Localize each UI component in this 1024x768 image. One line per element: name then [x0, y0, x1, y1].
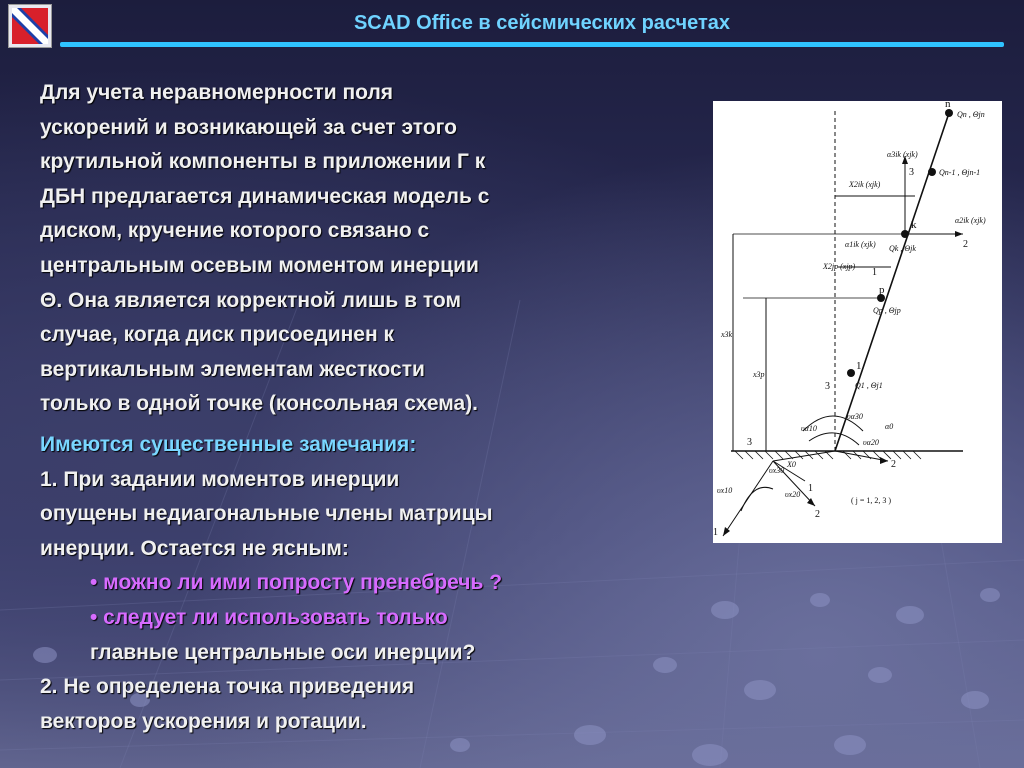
axis-label-x3p: x3p — [753, 370, 765, 379]
axis-number: 2 — [815, 509, 820, 520]
axis-number: 3 — [825, 381, 830, 392]
diagram-svg — [713, 101, 1002, 543]
axis-number: 2 — [963, 239, 968, 250]
logo-icon — [9, 5, 51, 47]
paragraph-line: ускорений и возникающей за счет этого — [40, 115, 457, 139]
axis-label-x2: X2ik (xjk) — [849, 180, 881, 189]
axis-label-v-a10: υα10 — [801, 424, 817, 433]
axis-label-alpha2: α2ik (xjk) — [955, 216, 986, 225]
app-logo — [8, 4, 52, 48]
axis-label-v-x20: υx20 — [785, 490, 801, 499]
node-label-p: p — [879, 284, 885, 296]
axis-label-x3k: x3k — [721, 330, 733, 339]
paragraph-line: центральным осевым моментом инерции — [40, 253, 479, 277]
axis-label-v-x30: υx30 — [769, 466, 785, 475]
title-underline — [60, 42, 1004, 47]
axis-number: 1 — [808, 483, 813, 494]
axis-label-x0: X0 — [787, 460, 796, 469]
index-note: ( j = 1, 2, 3 ) — [851, 496, 892, 505]
paragraph-line: случае, когда диск присоединен к — [40, 323, 394, 347]
remark-item-1-line: 1. При задании моментов инерции — [40, 467, 400, 491]
main-paragraph — [40, 76, 670, 422]
bullet-item: • можно ли ими попросту пренебречь ? — [90, 571, 503, 595]
paragraph-line: крутильной компоненты в приложении Г к — [40, 150, 486, 174]
bullet-item-continuation: главные центральные оси инерции? — [90, 640, 476, 664]
paragraph-line: ДБН предлагается динамическая модель с — [40, 184, 490, 208]
axis-number: 3 — [909, 167, 914, 178]
paragraph-line: диском, кручение которого связано с — [40, 219, 430, 243]
axis-label-v-a20: υα20 — [863, 438, 879, 447]
remark-item-1-line: инерции. Остается не ясным: — [40, 536, 349, 560]
page-title: SCAD Office в сейсмических расчетах — [353, 12, 731, 34]
paragraph-line: Для учета неравномерности поля — [40, 81, 394, 104]
axis-label-v-x10: υx10 — [717, 486, 733, 495]
load-label-n1: Qn-1 , Θjn-1 — [939, 168, 981, 177]
paragraph-line: вертикальным элементам жесткости — [40, 357, 425, 381]
remark-item-2-line: векторов ускорения и ротации. — [40, 709, 367, 733]
axis-number: 3 — [747, 437, 752, 448]
axis-label-alpha0: α0 — [885, 422, 894, 431]
node-label-1: 1 — [856, 360, 862, 372]
load-label-n: Qn , Θjn — [957, 110, 985, 119]
load-label-k: Qk , Θjk — [889, 244, 916, 253]
axis-label-x2p: X2jp (xjp) — [823, 262, 856, 271]
axis-number: 1 — [713, 527, 718, 538]
axis-label-alpha3: α3ik (xjk) — [887, 150, 918, 159]
load-label-p: Qp , Θjp — [873, 306, 901, 315]
remarks-heading: Имеются существенные замечания: — [40, 433, 417, 456]
axis-number: 1 — [872, 267, 877, 278]
axis-number: 2 — [891, 459, 896, 470]
axis-label-v-a30: υα30 — [847, 412, 863, 421]
paragraph-line: только в одной точке (консольная схема). — [40, 392, 479, 416]
bullet-item: • следует ли использовать только — [90, 605, 448, 629]
node-label-k: k — [911, 219, 917, 231]
remark-item-2-line: 2. Не определена точка приведения — [40, 675, 415, 699]
remarks-section — [40, 428, 680, 739]
paragraph-line: Θ. Она является корректной лишь в том — [40, 288, 461, 312]
load-label-1: Q1 , Θj1 — [855, 381, 883, 390]
remark-item-1-line: опущены недиагональные члены матрицы — [40, 502, 493, 526]
axis-label-alpha1: α1ik (xjk) — [845, 240, 876, 249]
seismic-model-diagram — [713, 101, 1002, 543]
node-label-n: n — [945, 101, 951, 110]
